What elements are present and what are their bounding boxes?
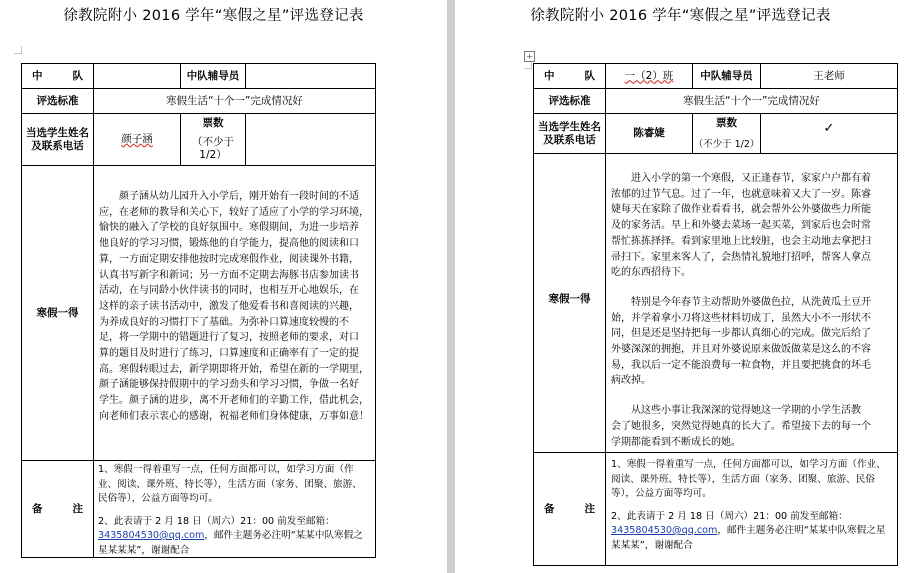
page-gap bbox=[447, 0, 455, 573]
essay-line: 帮忙拣拣择择。看到家里地上比较脏，也会主动地去拿把扫 bbox=[611, 235, 871, 247]
criteria-label: 评选标准 bbox=[36, 94, 79, 107]
criteria-value: 寒假生活“十个一”完成情况好 bbox=[166, 94, 303, 107]
votes-label: 票数 （不少于 1/2） bbox=[693, 116, 760, 150]
essay-line: 进入小学的第一个寒假，又正逢春节，家家户户都有着 bbox=[631, 173, 871, 184]
essay-line: 特别是今年春节主动帮助外婆做色拉，从洗黄瓜土豆开 bbox=[631, 296, 871, 308]
essay-line: 算，一方面定期安排他按时完成寒假作业，阅读课外书籍， bbox=[99, 253, 359, 265]
student-name[interactable]: 陈睿婕 bbox=[633, 127, 665, 139]
essay-line: 颜子涵从幼儿园升入小学后，刚开始有一段时间的不适 bbox=[119, 191, 359, 202]
document-page-left bbox=[0, 0, 447, 573]
essay-line: 同，但是还是坚持把每一步都认真细心的完成。做完后给了 bbox=[611, 328, 871, 340]
counselor-value[interactable] bbox=[246, 64, 375, 88]
email-link[interactable]: 3435804530@qq.com bbox=[611, 525, 718, 536]
essay-line: 应，在老师的教导和关心下，较好了适应了小学的学习环境， bbox=[99, 206, 369, 218]
essay-line: 会了她很多，突然觉得她真的长大了。希望接下去的每一个 bbox=[611, 420, 871, 432]
essay-line: 帚扫下。家里来客人了，会热情礼貌地打招呼，帮客人拿点 bbox=[611, 251, 871, 263]
essay-line: 足，将一学期中的错题进行了复习，按照老师的要求，对口 bbox=[99, 332, 359, 344]
essay-line: 向老师们表示衷心的感谢，祝福老师们身体健康，万事如意！ bbox=[99, 410, 369, 422]
essay-text[interactable] bbox=[611, 171, 891, 450]
student-label: 当选学生姓名 及联系电话 bbox=[538, 120, 601, 146]
page-title: 徐教院附小 2016 学年“寒假之星”评选登记表 bbox=[63, 8, 364, 24]
squad-value[interactable] bbox=[94, 64, 180, 88]
votes-value[interactable] bbox=[246, 114, 375, 165]
essay-line: 吃的东西招待下。 bbox=[611, 267, 691, 279]
notes-label: 备 注 bbox=[544, 502, 595, 515]
notes-label: 备 注 bbox=[32, 502, 83, 515]
note-2: 2、此表请于 2 月 18 日（周六）21：00 前发至邮箱： 3435804530@qq.com，邮件主题务必注明“某某中队寒假之星某某某”，谢谢配合 bbox=[611, 510, 886, 551]
email-link[interactable]: 3435804530@qq.com bbox=[98, 530, 205, 541]
table-move-handle-icon[interactable]: + bbox=[524, 51, 535, 62]
counselor-value[interactable]: 王老师 bbox=[813, 69, 845, 82]
essay-line: 学生。颜子涵的进步，离不开老师们的辛勤工作，借此机会， bbox=[99, 395, 369, 407]
essay-line: 从这些小事让我深深的觉得她这一学期的小学生活教 bbox=[631, 405, 861, 417]
essay-line: 活动，在与同龄小伙伴读书的同时，也相互开心地娱乐，在 bbox=[99, 285, 359, 297]
essay-label: 寒假一得 bbox=[36, 306, 79, 319]
squad-label: 中 队 bbox=[32, 69, 83, 82]
criteria-label: 评选标准 bbox=[548, 94, 591, 107]
essay-line: 学期都能看到不断成长的她。 bbox=[611, 436, 741, 448]
notes-text bbox=[98, 463, 370, 558]
note-1: 1、寒假一得着重写一点，任何方面都可以，如学习方面（作业、阅读、课外班、特长等），生活方面（家务、团聚、旅游、民俗等），公益方面等均可。 bbox=[98, 464, 362, 504]
student-name[interactable]: 颜子涵 bbox=[121, 133, 153, 145]
essay-line: 病改掉。 bbox=[611, 375, 651, 387]
counselor-label: 中队辅导员 bbox=[700, 69, 753, 82]
essay-line: 他良好的学习习惯，锻炼他的自学能力，提高他的阅读和口 bbox=[99, 238, 359, 250]
squad-label: 中 队 bbox=[544, 69, 595, 82]
note-2: 2、此表请于 2 月 18 日（周六）21：00 前发至邮箱： 3435804530@qq.com，邮件主题务必注明“某某中队寒假之星某某某”，谢谢配合 bbox=[98, 515, 363, 556]
essay-line: 愉快的融入了学校的良好氛围中。寒假期间，为进一步培养 bbox=[99, 222, 359, 234]
essay-line: 这样的亲子读书活动中，激发了他爱看书和喜阅读的兴趣， bbox=[99, 300, 359, 312]
page-title: 徐教院附小 2016 学年“寒假之星”评选登记表 bbox=[530, 8, 831, 24]
note-1: 1、寒假一得着重写一点，任何方面都可以，如学习方面（作业、阅读、课外班、特长等），生活方面（家务、团聚、旅游、民俗等），公益方面等均可。 bbox=[611, 459, 886, 499]
student-label: 当选学生姓名 及联系电话 bbox=[26, 126, 89, 152]
votes-checkmark[interactable]: ✓ bbox=[823, 120, 835, 136]
essay-line: 始，并学着拿小刀将这些材料切成丁，虽然大小不一形状不 bbox=[611, 312, 871, 324]
essay-label: 寒假一得 bbox=[548, 292, 591, 305]
notes-text bbox=[611, 458, 891, 553]
essay-line: 浓郁的过节气息。过了一年，也就意味着又大了一岁。陈睿 bbox=[611, 188, 871, 200]
essay-line: 易，我以后一定不能浪费每一粒食物，并且要把挑食的坏毛 bbox=[611, 359, 871, 371]
criteria-value: 寒假生活“十个一”完成情况好 bbox=[683, 94, 820, 107]
essay-text[interactable] bbox=[99, 189, 369, 425]
essay-line: 婕每天在家除了做作业看看书，就会帮外公外婆做些力所能 bbox=[611, 204, 871, 216]
essay-line: 及的家务活。早上和外婆去菜场一起买菜，到家后也会时常 bbox=[611, 220, 871, 232]
votes-label: 票数 （不少于 1/2） bbox=[192, 117, 234, 161]
essay-line: 颜子涵能够保持假期中的学习劲头和学习习惯，争做一名好 bbox=[99, 379, 359, 391]
essay-line: 高。寒假转眼过去，新学期即将开始，希望在新的一学期里， bbox=[99, 363, 369, 375]
essay-line: 算的题目及时进行了练习，口算速度和正确率有了一定的提 bbox=[99, 348, 359, 360]
counselor-label: 中队辅导员 bbox=[186, 69, 240, 82]
squad-value[interactable]: 一（2）班 bbox=[624, 69, 674, 82]
document-page-right bbox=[455, 0, 921, 573]
essay-line: 为养成良好的习惯打下了基础。为弥补口算速度较慢的不 bbox=[99, 316, 349, 328]
essay-line: 外婆深深的拥抱，并且对外婆说原来做饭做菜是这么的不容 bbox=[611, 344, 871, 356]
essay-line: 认真书写新字和新词；另一方面不定期去海豚书店参加读书 bbox=[99, 269, 359, 281]
